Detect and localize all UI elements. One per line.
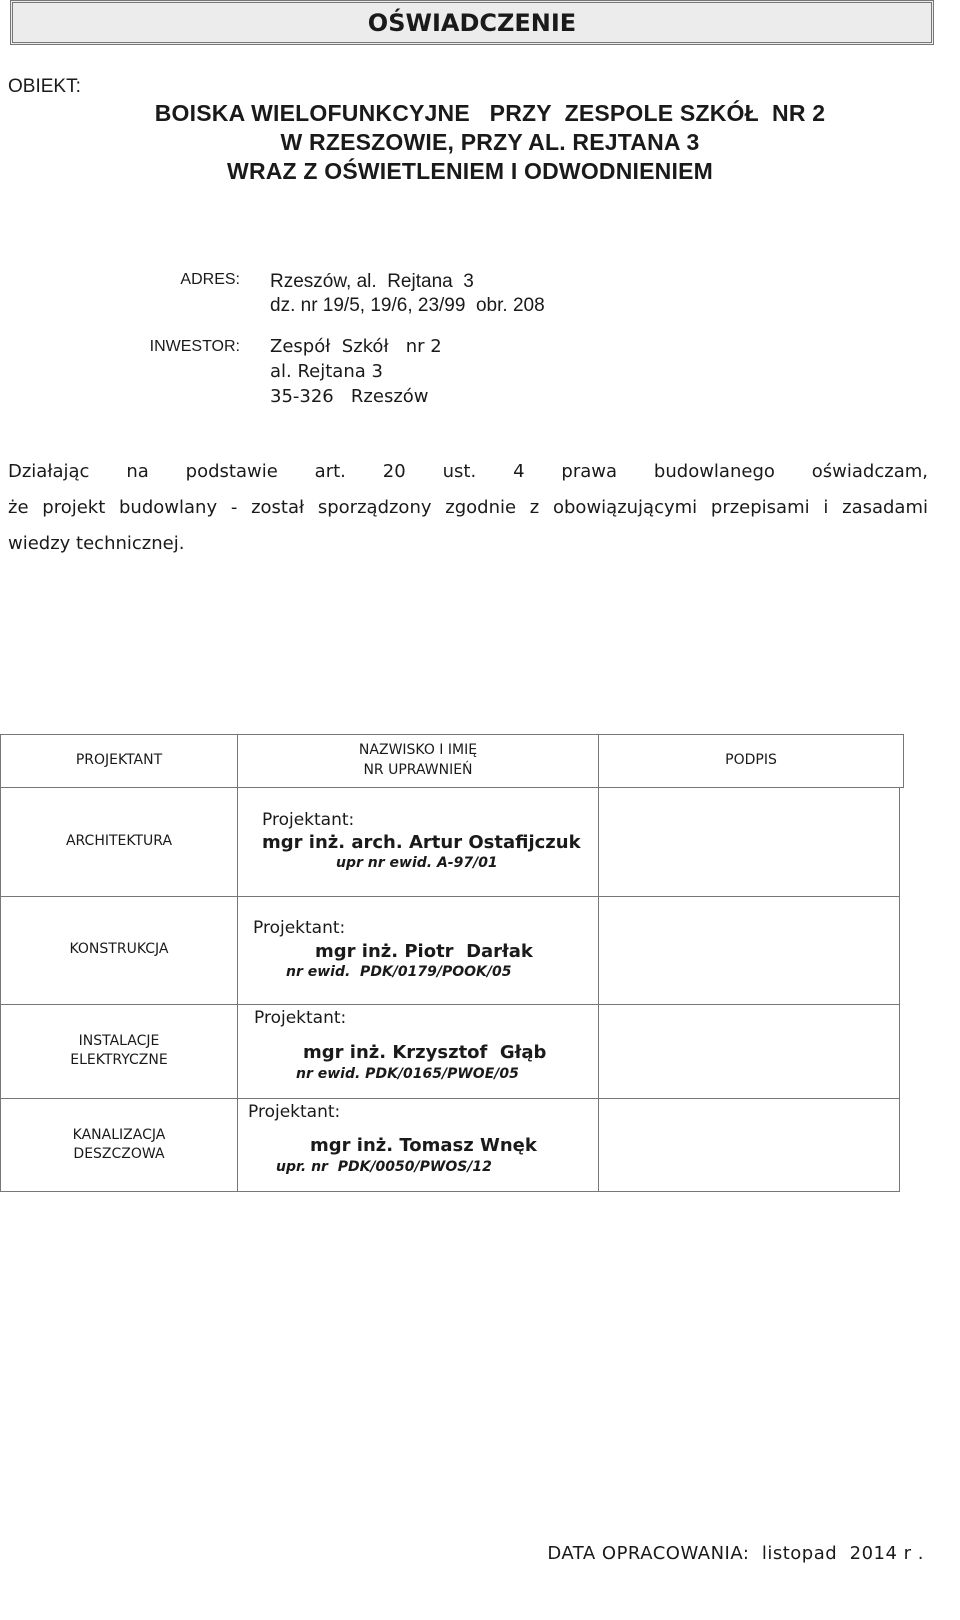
projektant-label: Projektant: — [253, 918, 346, 938]
branza-label: DESZCZOWA — [73, 1146, 165, 1162]
inwestor-line: al. Rejtana 3 — [270, 361, 383, 382]
adres-line: dz. nr 19/5, 19/6, 23/99 obr. 208 — [270, 295, 545, 316]
projektant-nr: upr nr ewid. A-97/01 — [336, 855, 498, 871]
projektant-label: Projektant: — [262, 810, 355, 830]
obiekt-line: W RZESZOWIE, PRZY AL. REJTANA 3 — [280, 129, 700, 155]
branza-label: KONSTRUKCJA — [69, 941, 169, 957]
projektant-name: mgr inż. Krzysztof Głąb — [303, 1042, 547, 1063]
branza-label: ARCHITEKTURA — [65, 833, 173, 849]
header-projektant: PROJEKTANT — [75, 752, 163, 768]
signature-cell — [598, 787, 900, 897]
projektant-label: Projektant: — [254, 1008, 347, 1028]
header-uprawnienia: NR UPRAWNIEŃ — [363, 762, 473, 778]
data-opracowania: DATA OPRACOWANIA: listopad 2014 r . — [547, 1543, 924, 1564]
obiekt-line: BOISKA WIELOFUNKCYJNE PRZY ZESPOLE SZKÓŁ NR 2 — [154, 100, 826, 126]
adres-line: Rzeszów, al. Rejtana 3 — [270, 271, 474, 292]
document-title: OŚWIADCZENIE — [10, 0, 934, 45]
adres-label: ADRES: — [180, 271, 240, 288]
projektant-name: mgr inż. Tomasz Wnęk — [310, 1135, 537, 1156]
branza-label: KANALIZACJA — [72, 1127, 166, 1143]
signature-cell — [598, 896, 900, 1005]
inwestor-line: 35-326 Rzeszów — [270, 386, 429, 407]
header-podpis: PODPIS — [725, 752, 777, 768]
signature-table — [0, 734, 904, 1192]
statement-line: wiedzy technicznej. — [8, 533, 185, 554]
signature-cell — [598, 1004, 900, 1099]
statement-line: Działając na podstawie art. 20 ust. 4 prawa budowlanego oświadczam, — [8, 461, 928, 482]
obiekt-label: OBIEKT: — [8, 76, 81, 97]
header-nazwisko: NAZWISKO I IMIĘ — [358, 742, 478, 758]
projektant-name: mgr inż. arch. Artur Ostafijczuk — [262, 832, 581, 853]
statement-line: że projekt budowlany - został sporządzony zgodnie z obowiązującymi przepisami i zasadami — [8, 497, 928, 518]
projektant-nr: nr ewid. PDK/0165/PWOE/05 — [296, 1066, 519, 1082]
branza-label: ELEKTRYCZNE — [70, 1052, 168, 1068]
signature-cell — [598, 1098, 900, 1192]
inwestor-label: INWESTOR: — [149, 338, 240, 355]
projektant-label: Projektant: — [248, 1102, 341, 1122]
projektant-nr: nr ewid. PDK/0179/POOK/05 — [286, 964, 512, 980]
obiekt-line: WRAZ Z OŚWIETLENIEM I ODWODNIENIEM — [227, 158, 713, 184]
inwestor-line: Zespół Szkół nr 2 — [270, 336, 442, 357]
branza-label: INSTALACJE — [78, 1033, 160, 1049]
projektant-name: mgr inż. Piotr Darłak — [315, 941, 533, 962]
projektant-nr: upr. nr PDK/0050/PWOS/12 — [276, 1159, 492, 1175]
